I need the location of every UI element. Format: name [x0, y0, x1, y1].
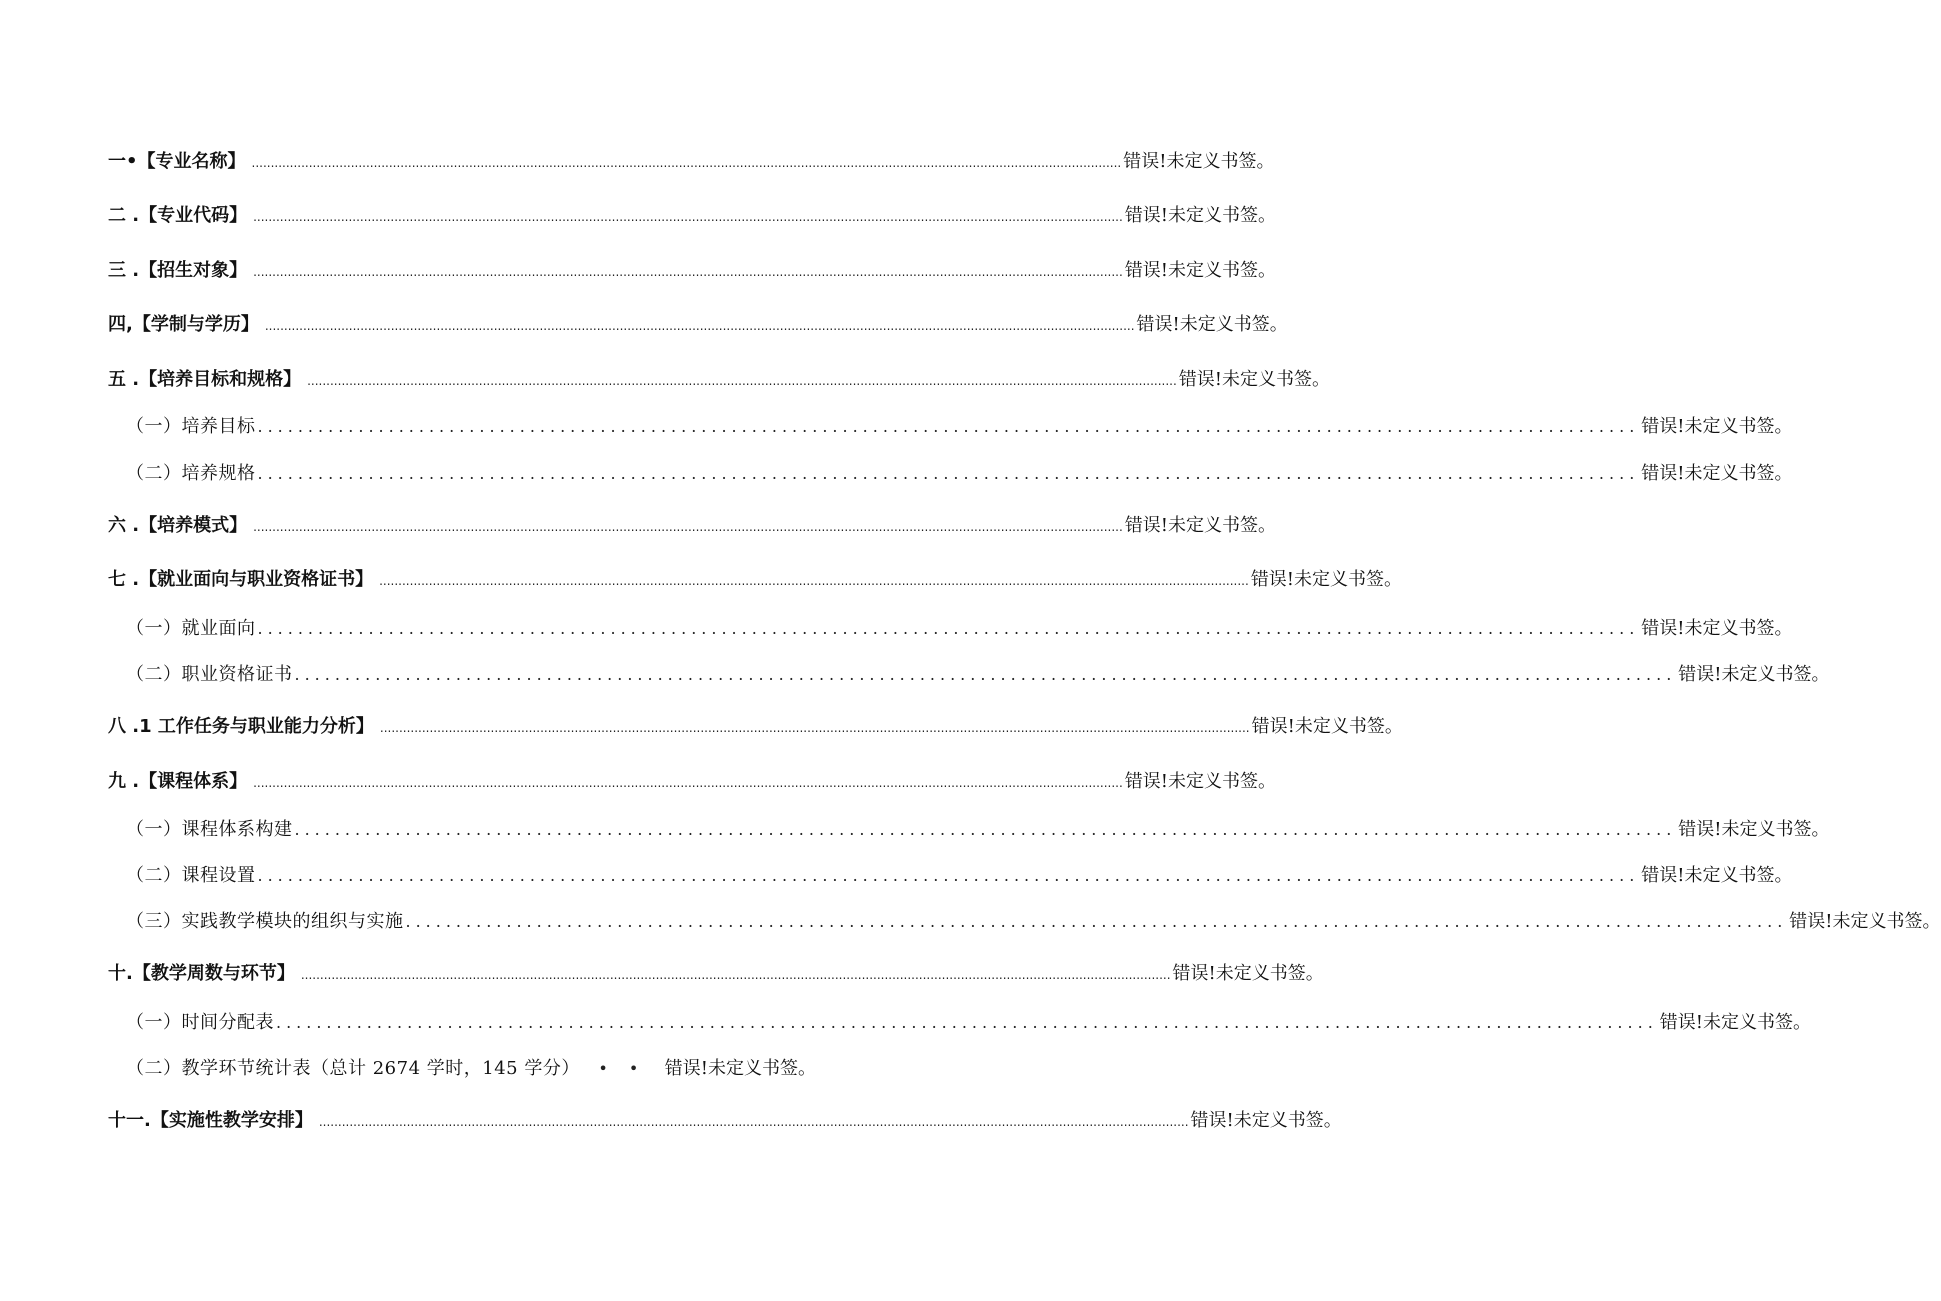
- toc-entry-page-ref: 错误!未定义书签。: [1641, 416, 1793, 437]
- toc-entry-page-ref: 错误!未定义书签。: [1250, 569, 1403, 590]
- toc-leader-dots: .........................................................................................................................................: [405, 912, 1788, 931]
- toc-leader-dots: ....................................................................................................................................................................................................................................: [379, 721, 1250, 735]
- toc-subentry[interactable]: [126, 614, 1793, 640]
- toc-entry-title: （二）课程设置: [126, 865, 256, 886]
- toc-entry[interactable]: [108, 712, 1403, 738]
- toc-entry[interactable]: [108, 310, 1288, 336]
- toc-entry[interactable]: [108, 565, 1403, 591]
- toc-entry-title: （二）职业资格证书: [126, 664, 293, 685]
- toc-subentry[interactable]: [126, 412, 1793, 438]
- toc-entry-title: 四,【学制与学历】: [108, 314, 259, 335]
- toc-leader-dots: ....................................................................................................................................................................................................................................: [253, 210, 1123, 224]
- toc-entry-title: 七 .【就业面向与职业资格证书】: [108, 569, 374, 590]
- toc-subentry[interactable]: [126, 861, 1793, 887]
- toc-entry-title: 十.【教学周数与环节】: [108, 963, 295, 984]
- toc-leader-dots: ....................................................................................................................................................................................................................................: [253, 265, 1123, 279]
- toc-entry[interactable]: [108, 201, 1277, 227]
- toc-leader-dots: ....................................................................................................................................................................................................................................: [300, 968, 1171, 982]
- toc-entry-page-ref: 错误!未定义书签。: [1641, 463, 1793, 484]
- toc-subentry[interactable]: [126, 459, 1793, 485]
- toc-entry-page-ref: 错误!未定义书签。: [1172, 963, 1324, 984]
- toc-entry-page-ref: 错误!未定义书签。: [1124, 771, 1277, 792]
- toc-entry-page-ref: 错误!未定义书签。: [1136, 314, 1288, 335]
- toc-leader-dots: .........................................................................................................................................: [257, 619, 1640, 638]
- toc-leader-dots: ....................................................................................................................................................................................................................................: [264, 319, 1135, 333]
- toc-entry-title: （二）培养规格: [126, 463, 256, 484]
- toc-leader-dots: .........................................................................................................................................: [257, 866, 1640, 885]
- toc-leader-dots: ....................................................................................................................................................................................................................................: [251, 156, 1122, 170]
- toc-entry-page-ref: 错误!未定义书签。: [1641, 865, 1793, 886]
- toc-entry-title: 五 .【培养目标和规格】: [108, 369, 302, 390]
- toc-entry-page-ref: 错误!未定义书签。: [1678, 664, 1830, 685]
- toc-leader-dots: ....................................................................................................................................................................................................................................: [379, 574, 1249, 588]
- toc-leader-dots: • •: [598, 1059, 647, 1078]
- toc-entry[interactable]: [108, 767, 1277, 793]
- toc-subentry[interactable]: [126, 660, 1830, 686]
- toc-leader-dots: .........................................................................................................................................: [257, 417, 1640, 436]
- toc-entry[interactable]: [108, 959, 1324, 985]
- toc-entry-page-ref: 错误!未定义书签。: [1659, 1012, 1812, 1033]
- toc-entry-title: 九 .【课程体系】: [108, 771, 248, 792]
- toc-entry-page-ref: 错误!未定义书签。: [1641, 618, 1793, 639]
- toc-entry[interactable]: [108, 511, 1277, 537]
- toc-entry-page-ref: 错误!未定义书签。: [1678, 819, 1830, 840]
- toc-entry-page-ref: 错误!未定义书签。: [1124, 515, 1277, 536]
- toc-entry-page-ref: 错误!未定义书签。: [664, 1058, 816, 1079]
- toc-entry-title: 二 .【专业代码】: [108, 205, 248, 226]
- toc-entry-title: （一）时间分配表: [126, 1012, 274, 1033]
- toc-entry[interactable]: [108, 1106, 1342, 1132]
- toc-entry-page-ref: 错误!未定义书签。: [1190, 1110, 1342, 1131]
- toc-leader-dots: ....................................................................................................................................................................................................................................: [253, 776, 1123, 790]
- toc-entry-title: （一）培养目标: [126, 416, 256, 437]
- toc-entry-page-ref: 错误!未定义书签。: [1178, 369, 1331, 390]
- toc-entry-title: （三）实践教学模块的组织与实施: [126, 911, 404, 932]
- toc-entry[interactable]: [108, 147, 1275, 173]
- toc-entry-title: （二）教学环节统计表（总计 2674 学时，145 学分）: [126, 1058, 580, 1079]
- toc-leader-dots: .........................................................................................................................................: [257, 464, 1640, 483]
- toc-entry-page-ref: 错误!未定义书签。: [1124, 205, 1277, 226]
- toc-subentry[interactable]: [126, 1054, 816, 1080]
- toc-entry-title: 六 .【培养模式】: [108, 515, 248, 536]
- toc-leader-dots: .........................................................................................................................................: [276, 1013, 1658, 1032]
- toc-entry-page-ref: 错误!未定义书签。: [1251, 716, 1403, 737]
- toc-leader-dots: ....................................................................................................................................................................................................................................: [307, 374, 1177, 388]
- toc-entry-page-ref: 错误!未定义书签。: [1124, 260, 1277, 281]
- toc-entry-title: （一）课程体系构建: [126, 819, 293, 840]
- toc-entry-page-ref: 错误!未定义书签。: [1789, 911, 1941, 932]
- toc-entry[interactable]: [108, 365, 1331, 391]
- toc-entry-title: 十一.【实施性教学安排】: [108, 1110, 313, 1131]
- toc-entry-title: 三 .【招生对象】: [108, 260, 248, 281]
- toc-subentry[interactable]: [126, 815, 1830, 841]
- toc-entry-title: 八 .1 工作任务与职业能力分析】: [108, 716, 374, 737]
- toc-leader-dots: ....................................................................................................................................................................................................................................: [318, 1115, 1189, 1129]
- toc-entry-title: （一）就业面向: [126, 618, 256, 639]
- toc-entry-page-ref: 错误!未定义书签。: [1123, 151, 1275, 172]
- toc-leader-dots: .........................................................................................................................................: [294, 820, 1677, 839]
- toc-entry-title: 一•【专业名称】: [108, 151, 246, 172]
- toc-leader-dots: ....................................................................................................................................................................................................................................: [253, 520, 1123, 534]
- toc-leader-dots: .........................................................................................................................................: [294, 665, 1677, 684]
- toc-entry[interactable]: [108, 256, 1277, 282]
- toc-subentry[interactable]: [126, 907, 1941, 933]
- toc-subentry[interactable]: [126, 1008, 1812, 1034]
